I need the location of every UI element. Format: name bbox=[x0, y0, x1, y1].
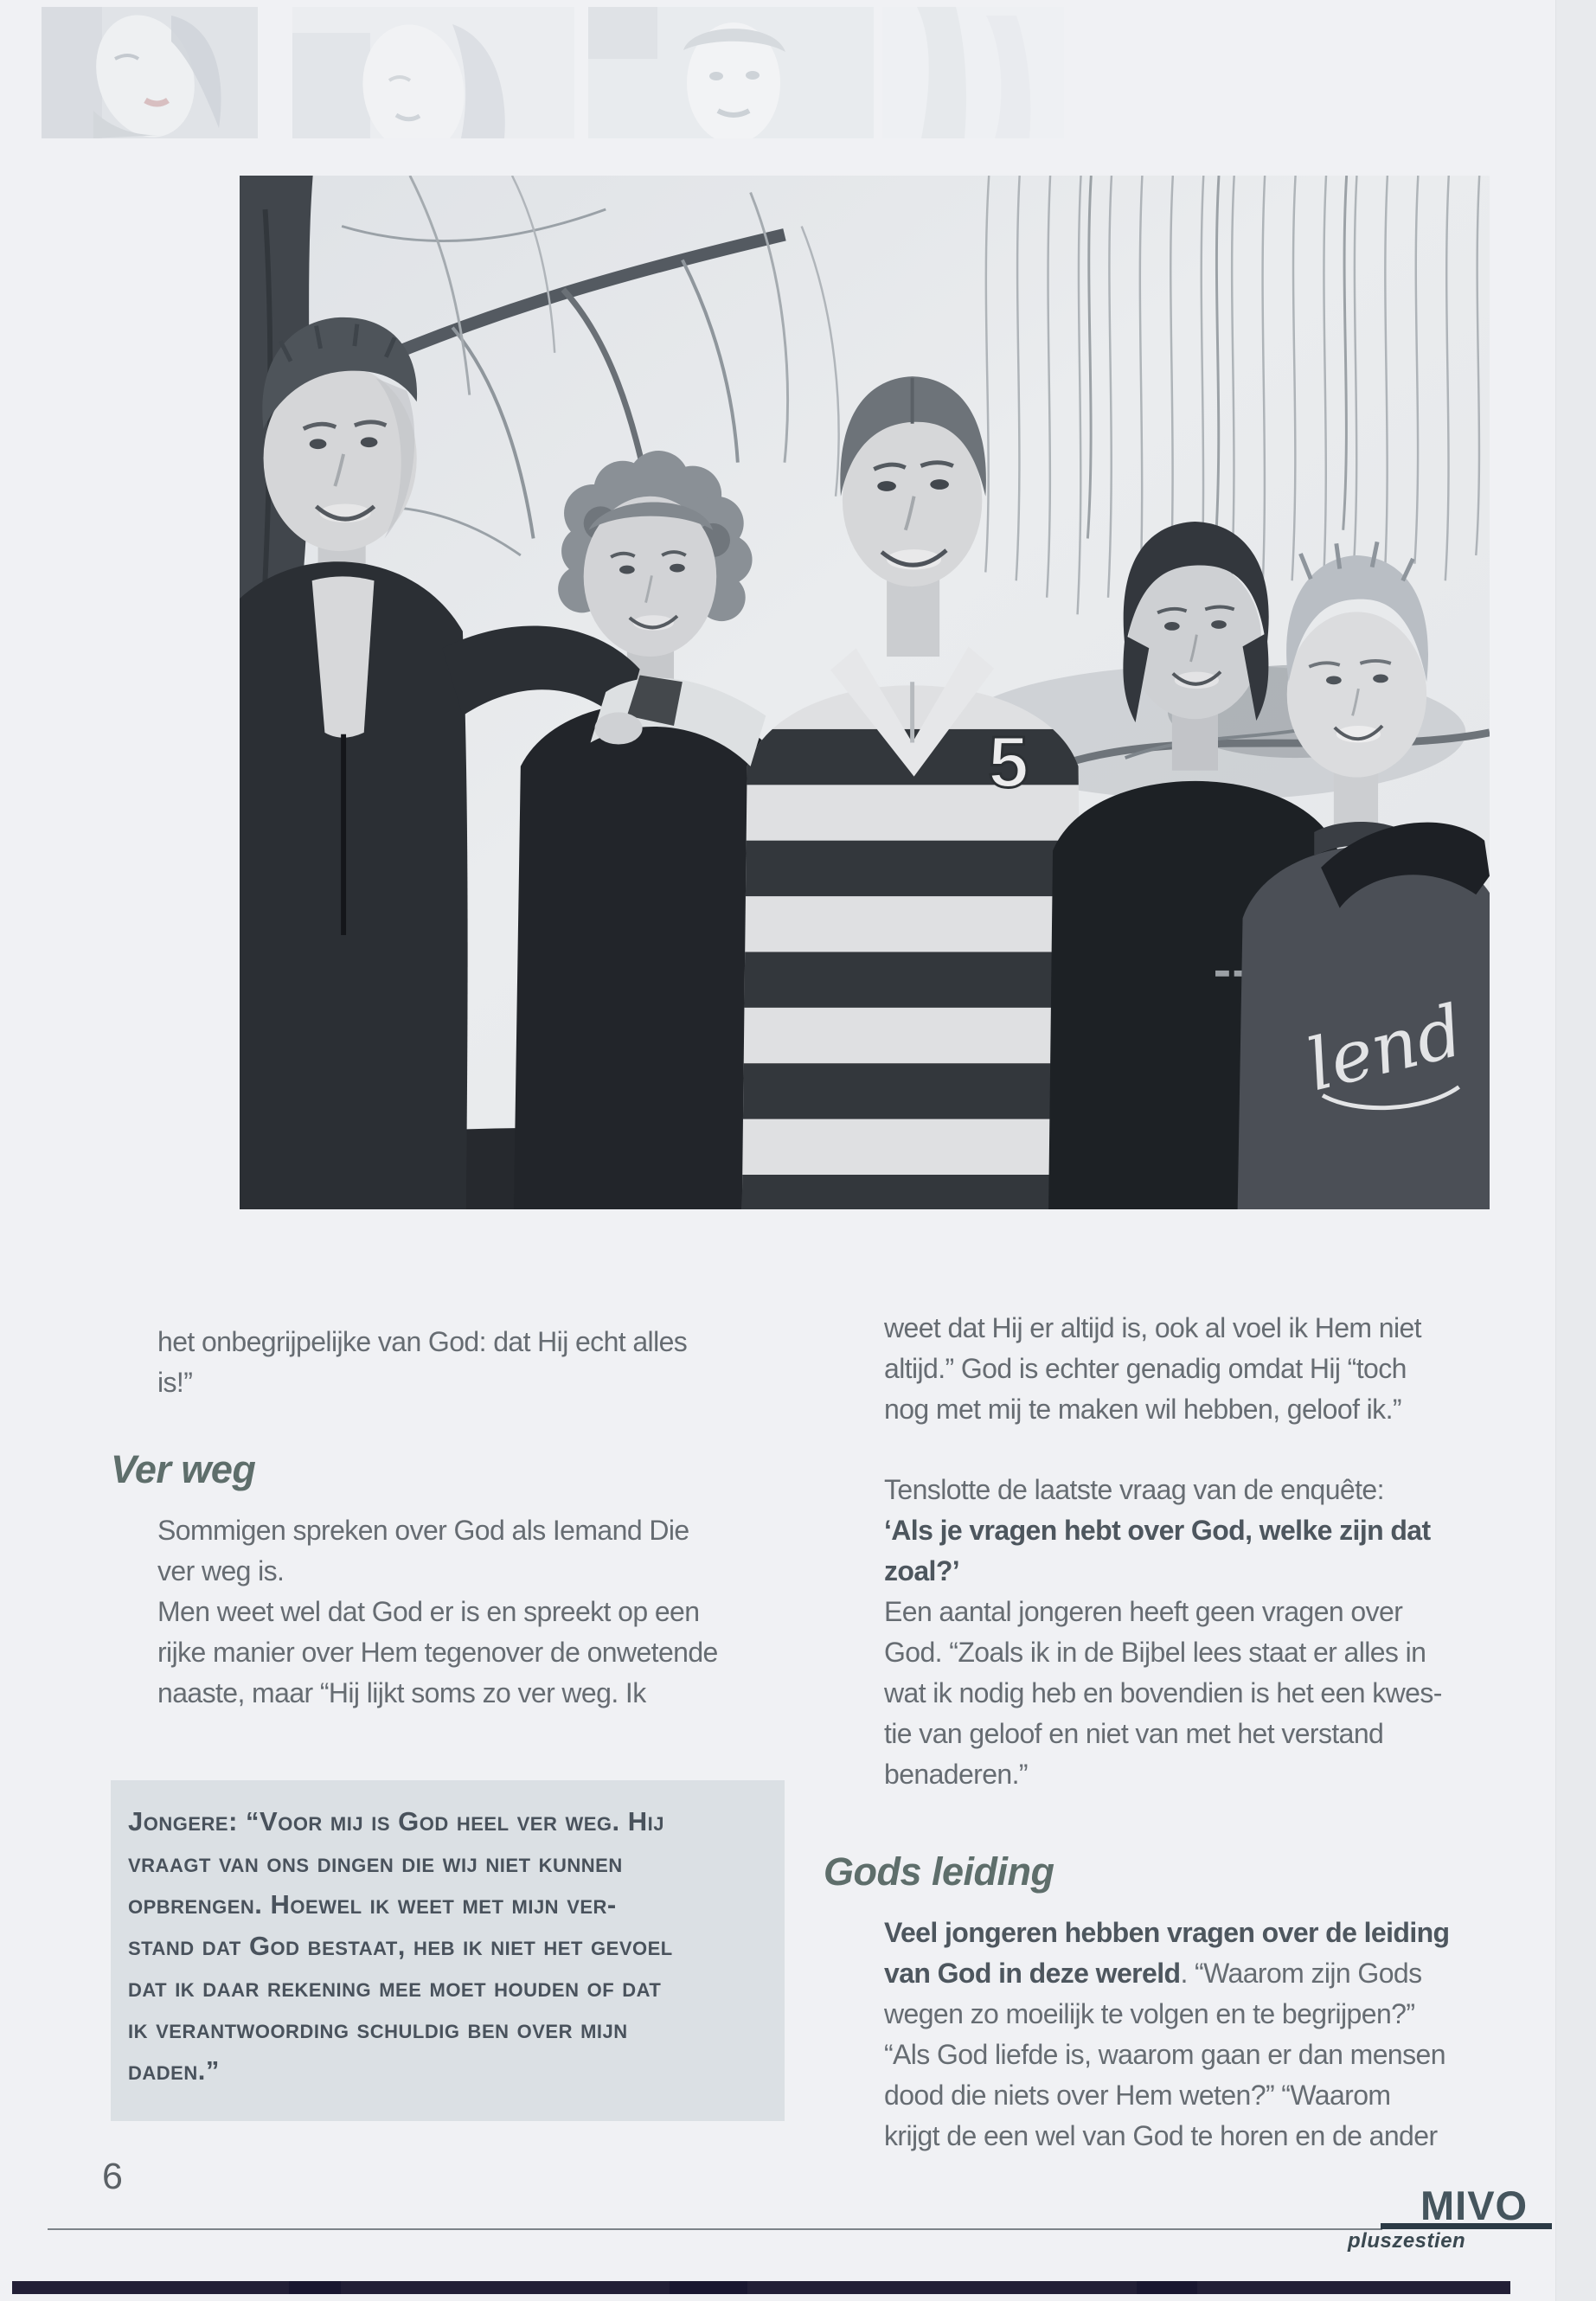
shirt-script-text: lend bbox=[1298, 990, 1471, 1108]
text-line: rijke manier over Hem tegenover de onwetende bbox=[157, 1637, 718, 1668]
text-line: Een aantal jongeren heeft geen vragen over bbox=[884, 1596, 1403, 1627]
text-line: stand dat God bestaat, heb ik niet het gevoel bbox=[128, 1931, 673, 1961]
text-line: zoal?’ bbox=[884, 1555, 960, 1586]
text-line: altijd.” God is echter genadig omdat Hij “toch bbox=[884, 1353, 1407, 1384]
text-line: benaderen.” bbox=[884, 1759, 1028, 1790]
faded-photo-panel-2 bbox=[292, 7, 574, 138]
group-photo-illustration bbox=[240, 176, 1490, 1209]
faded-face-photo bbox=[588, 7, 874, 138]
paragraph bbox=[157, 1322, 789, 1403]
text-line: vraagt van ons dingen die wij niet kunnen bbox=[128, 1848, 623, 1878]
text-line: dat ik daar rekening mee moet houden of dat bbox=[128, 1972, 662, 2003]
text-line: tie van geloof en niet van met het verstand bbox=[884, 1718, 1384, 1749]
faded-photo-panel-4 bbox=[882, 7, 1064, 138]
faded-face-photo bbox=[292, 7, 574, 138]
text-line: wat ik nodig heb en bovendien is het een kwes- bbox=[884, 1677, 1442, 1708]
text-line: Tenslotte de laatste vraag van de enquête: bbox=[884, 1474, 1384, 1505]
text-line: wegen zo moeilijk te volgen en te begrijpen?” bbox=[884, 1998, 1415, 2029]
text-line: Veel jongeren hebben vragen over de leiding bbox=[884, 1917, 1450, 1948]
faded-photo-panel-1 bbox=[42, 7, 258, 138]
paragraph bbox=[157, 1510, 789, 1714]
footer-rule bbox=[48, 2228, 1382, 2230]
left-column bbox=[111, 1322, 789, 1714]
text-line: het onbegrijpelijke van God: dat Hij echt alles bbox=[157, 1326, 688, 1357]
right-column bbox=[824, 1308, 1516, 2157]
paragraph bbox=[884, 1913, 1516, 2157]
text-line: weet dat Hij er altijd is, ook al voel ik Hem niet bbox=[884, 1312, 1421, 1343]
faded-face-photo bbox=[42, 7, 258, 138]
scan-edge-band bbox=[1555, 0, 1596, 2301]
pull-quote-box bbox=[111, 1780, 785, 2121]
text-line: ver weg is. bbox=[157, 1555, 285, 1586]
group-photo bbox=[240, 176, 1490, 1209]
text-line: nog met mij te maken wil hebben, geloof ik.” bbox=[884, 1394, 1401, 1425]
section-heading-ver-weg: Ver weg bbox=[111, 1447, 256, 1491]
text-line: daden.” bbox=[128, 2055, 220, 2086]
paragraph-gap bbox=[884, 1430, 1516, 1470]
mivo-logo: MIVO bbox=[1420, 2182, 1529, 2228]
page-number: 6 bbox=[102, 2156, 123, 2197]
text-line: Jongere: “Voor mij is God heel ver weg. Hij bbox=[128, 1806, 664, 1836]
text-line: krijgt de een wel van God te horen en de ander bbox=[884, 2120, 1438, 2151]
faded-figure-photo bbox=[882, 7, 1064, 138]
text-line: is!” bbox=[157, 1367, 193, 1398]
scan-bottom-strip bbox=[12, 2281, 1510, 2294]
text-line: ‘Als je vragen hebt over God, welke zijn dat bbox=[884, 1515, 1431, 1546]
section-heading-gods-leiding: Gods leiding bbox=[824, 1849, 1054, 1894]
text-line: opbrengen. Hoewel ik weet met mijn ver- bbox=[128, 1889, 617, 1920]
text-line: God. “Zoals ik in de Bijbel lees staat er alles in bbox=[884, 1637, 1426, 1668]
faded-photo-panel-3 bbox=[588, 7, 874, 138]
text-line: van God in deze wereld. “Waarom zijn Gods bbox=[884, 1958, 1422, 1989]
paragraph bbox=[884, 1308, 1516, 1430]
text-line: “Als God liefde is, waarom gaan er dan mensen bbox=[884, 2039, 1445, 2070]
text-line: dood die niets over Hem weten?” “Waarom bbox=[884, 2080, 1391, 2111]
jersey-number: 5 bbox=[988, 721, 1029, 803]
text-line: naaste, maar “Hij lijkt soms zo ver weg. Ik bbox=[157, 1677, 646, 1708]
mivo-logo-subtitle: pluszestien bbox=[1348, 2229, 1466, 2253]
text-line: Sommigen spreken over God als Iemand Die bbox=[157, 1515, 689, 1546]
text-line: ik verantwoording schuldig ben over mijn bbox=[128, 2014, 628, 2044]
paragraph bbox=[884, 1470, 1516, 1795]
text-line: Men weet wel dat God er is en spreekt op een bbox=[157, 1596, 700, 1627]
